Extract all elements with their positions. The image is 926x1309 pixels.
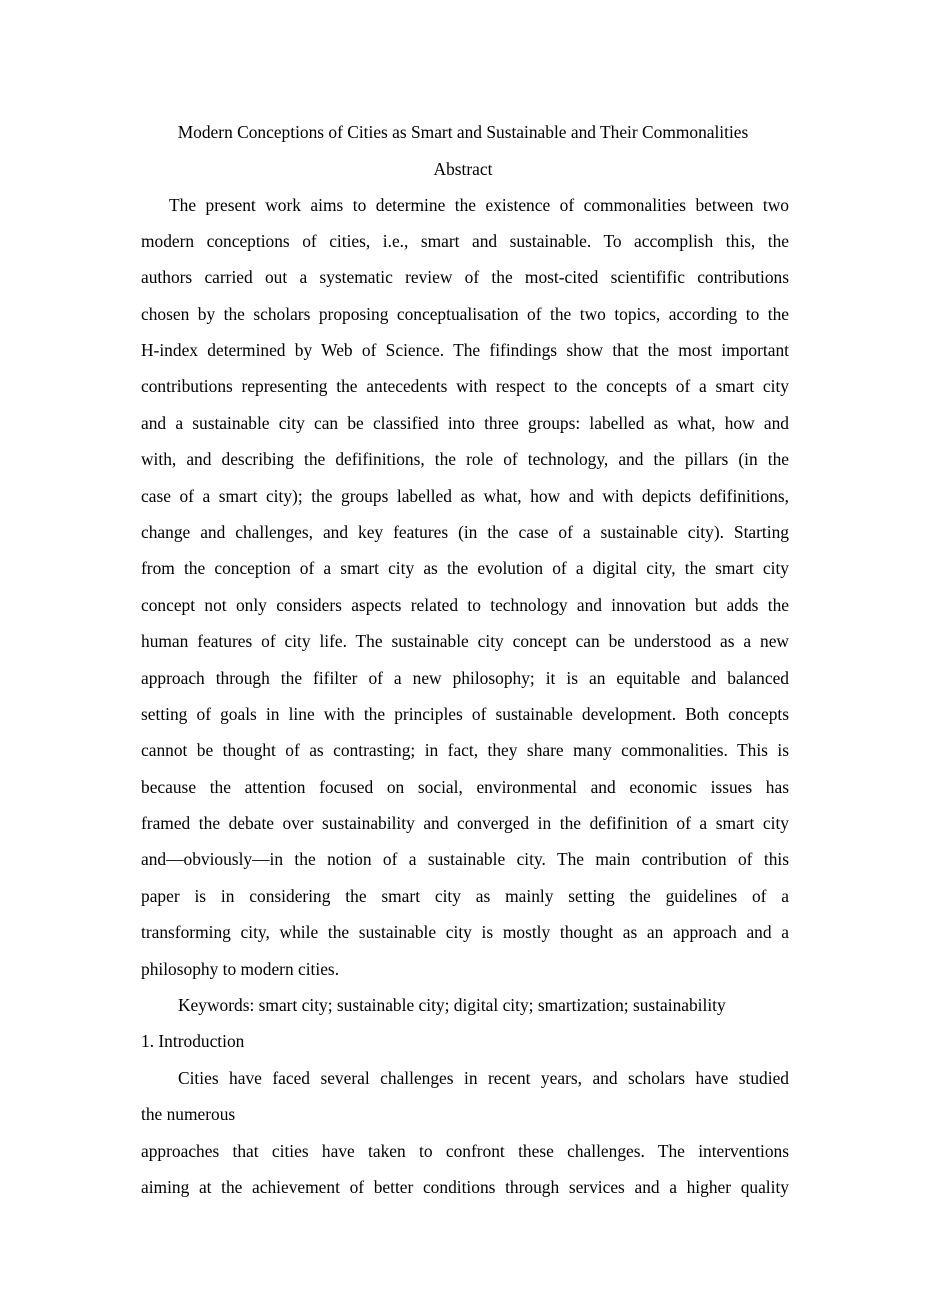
- abstract-line: paper is in considering the smart city as mainly setting the guidelines of a: [141, 886, 789, 906]
- abstract-line: because the attention focused on social, environmental and economic issues has: [141, 777, 789, 797]
- keywords: Keywords: smart city; sustainable city; digital city; smartization; sustainability: [178, 995, 726, 1015]
- intro-line: the numerous: [141, 1104, 236, 1124]
- abstract-line: philosophy to modern cities.: [141, 959, 340, 979]
- abstract-line: case of a smart city); the groups labelled as what, how and with depicts defifinitions,: [141, 486, 789, 506]
- abstract-line: chosen by the scholars proposing conceptualisation of the two topics, according to the: [141, 304, 789, 324]
- intro-line: Cities have faced several challenges in recent years, and scholars have studied: [178, 1068, 789, 1088]
- intro-line: aiming at the achievement of better conditions through services and a higher quality: [141, 1177, 789, 1197]
- abstract-line: setting of goals in line with the principles of sustainable development. Both concepts: [141, 704, 789, 724]
- abstract-line: from the conception of a smart city as the evolution of a digital city, the smart city: [141, 558, 789, 578]
- abstract-line: The present work aims to determine the existence of commonalities between two: [169, 195, 789, 215]
- intro-line: approaches that cities have taken to confront these challenges. The interventions: [141, 1141, 789, 1161]
- abstract-line: modern conceptions of cities, i.e., smart and sustainable. To accomplish this, the: [141, 231, 789, 251]
- abstract-line: contributions representing the antecedents with respect to the concepts of a smart city: [141, 376, 789, 396]
- abstract-line: and a sustainable city can be classified into three groups: labelled as what, how and: [141, 413, 789, 433]
- abstract-line: approach through the fifilter of a new philosophy; it is an equitable and balanced: [141, 668, 789, 688]
- abstract-line: concept not only considers aspects related to technology and innovation but adds the: [141, 595, 789, 615]
- abstract-line: with, and describing the defifinitions, the role of technology, and the pillars (in the: [141, 449, 789, 469]
- abstract-line: authors carried out a systematic review of the most-cited scientifific contributions: [141, 267, 789, 287]
- abstract-line: H-index determined by Web of Science. The fifindings show that the most important: [141, 340, 789, 360]
- section-heading: 1. Introduction: [141, 1031, 245, 1051]
- abstract-heading: Abstract: [433, 159, 493, 179]
- abstract-line: and—obviously—in the notion of a sustainable city. The main contribution of this: [141, 849, 789, 869]
- abstract-line: change and challenges, and key features (in the case of a sustainable city). Starting: [141, 522, 789, 542]
- abstract-line: human features of city life. The sustainable city concept can be understood as a new: [141, 631, 789, 651]
- abstract-line: cannot be thought of as contrasting; in fact, they share many commonalities. This is: [141, 740, 789, 760]
- abstract-line: framed the debate over sustainability and converged in the defifinition of a smart city: [141, 813, 789, 833]
- abstract-line: transforming city, while the sustainable city is mostly thought as an approach and a: [141, 922, 789, 942]
- document-title: Modern Conceptions of Cities as Smart and Sustainable and Their Commonalities: [177, 122, 749, 142]
